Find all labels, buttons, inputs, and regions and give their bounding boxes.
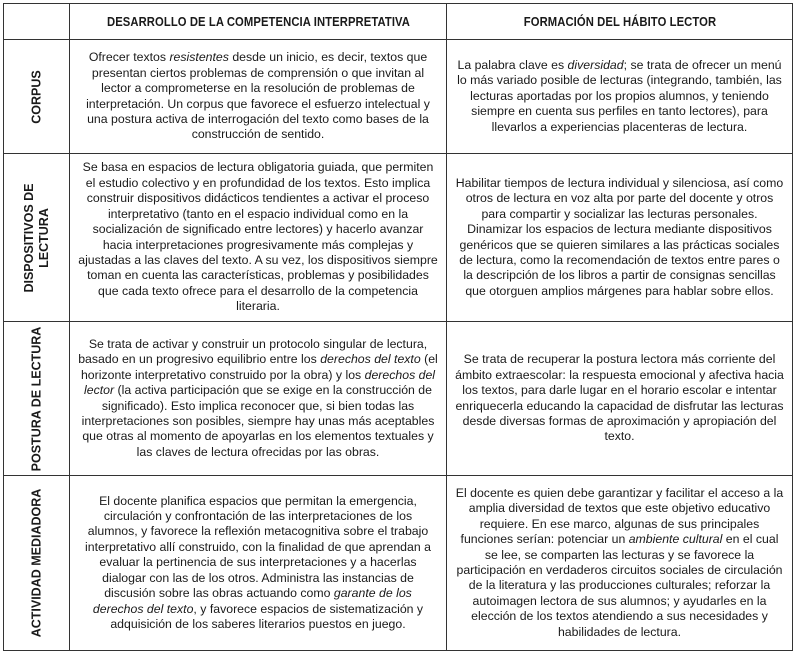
- text-segment: Se trata de recuperar la postura lectora más corriente del ámbito extraescolar: la respuesta emocional y afectiva hacia los textos, para darle lugar en el horario escolar e intentar enriquecerla educando la capacidad de disfrutar las lecturas desde diversas formas de aproximación y apropiación del texto.: [455, 352, 784, 444]
- row-label-cell: [4, 322, 70, 476]
- row-label: CORPUS: [29, 69, 43, 124]
- row-label-cell: [4, 476, 70, 651]
- text-segment: Se trata de activar y construir un protocolo singular de lectura, basado en un progresivo equilibrio entre los: [78, 336, 428, 367]
- row-label-cell: [4, 154, 70, 322]
- header-interpretativa: DESARROLLO DE LA COMPETENCIA INTERPRETATIVA: [88, 4, 427, 40]
- text-segment: (el horizonte interpretativo construido por la obra) y los: [80, 352, 438, 382]
- row-dispositivos: [4, 154, 793, 322]
- row-label-line: LECTURA: [36, 207, 51, 268]
- italic-term: derechos del lector: [84, 367, 436, 398]
- italic-term: ambiente cultural: [628, 532, 723, 547]
- italic-term: derechos del texto: [320, 352, 421, 367]
- cell-interpretativa: [70, 476, 447, 651]
- cell-interpretativa: [70, 154, 447, 322]
- cell-habito: [447, 322, 793, 476]
- text-segment: El docente es quien debe garantizar y facilitar el acceso a la amplia diversidad de textos que este objetivo educativo requiere. En ese marco, algunas de sus principales funciones serían: potenciar un: [455, 485, 784, 547]
- comparison-table: [3, 3, 793, 651]
- text-segment: El docente planifica espacios que permitan la emergencia, circulación y confrontación de las interpretaciones de los alumnos, y favorece la reflexión metacognitiva sobre el trabajo interpretativo allí construido, con la finalidad de que aprendan a evaluar la pertinencia de sus interpretaciones y a hacerlas dialogar con las de los otros. Administra las instancias de discusión sobre las obras actuando como: [85, 493, 431, 601]
- header-corner: [7, 4, 66, 40]
- row-actividad: [4, 476, 793, 651]
- text-segment: desde un inicio, es decir, textos que presentan ciertos problemas de comprensión o que invitan al lector a comprometerse en la resolución de problemas de interpretación. Un corpus que favorece el esfuerzo intelectual y una postura activa de interrogación del texto como bases de la construcción de sentido.: [86, 50, 430, 142]
- row-label: POSTURA DE LECTURA: [29, 326, 43, 471]
- row-postura: [4, 322, 793, 476]
- text-segment: en el cual se lee, se comparten las lecturas y se favorece la participación en verdaderos circuitos sociales de circulación de la literatura y las producciones culturales; reforzar la autoimagen lectora de sus alumnos; y ayudarles en la elección de los textos atendiendo a sus necesidades y habilidades de lectura.: [456, 532, 783, 639]
- text-segment: ; se trata de ofrecer un menú lo más variado posible de lecturas (integrando, también, las lecturas aportadas por los propios alumnos, y teniendo siempre en cuenta sus perfiles en tanto lectores), para llevarlos a experiencias placenteras de lectura.: [457, 57, 782, 134]
- row-label: ACTIVIDAD MEDIADORA: [29, 488, 43, 638]
- cell-habito: [447, 40, 793, 154]
- cell-habito: [447, 154, 793, 322]
- row-corpus: [4, 40, 793, 154]
- row-label-line: DISPOSITIVOS DE: [21, 182, 36, 293]
- italic-term: garante de los derechos del texto: [92, 586, 412, 616]
- text-segment: Ofrecer textos: [88, 50, 170, 65]
- text-segment: Habilitar tiempos de lectura individual y silenciosa, así como otros de lectura en voz alta por parte del docente y otros para compartir y socializar las lecturas personales. Dinamizar los espacios de lectura mediante dispositivos genéricos que se quieren similares a las prácticas sociales de lectura, como la recomendación de textos entre pares o la descripción de los libros a partir de consignas sencillas que otorguen amplios márgenes para hablar sobre ellos.: [455, 175, 784, 298]
- row-label-cell: [4, 40, 70, 154]
- row-label: [22, 183, 52, 292]
- text-segment: La palabra clave es: [457, 57, 568, 72]
- italic-term: diversidad: [567, 57, 624, 72]
- header-row: [4, 4, 793, 40]
- cell-interpretativa: [70, 40, 447, 154]
- italic-term: resistentes: [169, 50, 229, 65]
- text-segment: , y favorece espacios de sistematización y adquisición de los saberes literarios puestos en juego.: [110, 601, 424, 631]
- cell-interpretativa: [70, 322, 447, 476]
- text-segment: Se basa en espacios de lectura obligatoria guiada, que permiten el estudio colectivo y en profundidad de los textos. Esto implica construir dispositivos didácticos tendientes a activar el proceso interpretativo (tanto en el espacio individual como en la socialización de significado entre lectores) y hacerlo avanzar hacia interpretaciones progresivamente más complejas y ajustadas a las claves del texto. A su vez, los dispositivos siempre toman en cuenta las características, problemas y posibilidades que cada texto ofrece para el desarrollo de la competencia literaria.: [78, 160, 438, 314]
- cell-habito: [447, 476, 793, 651]
- header-habito-lector: FORMACIÓN DEL HÁBITO LECTOR: [464, 4, 775, 40]
- text-segment: (la activa participación que se exige en la construcción de significado). Esto implica reconocer que, si bien todas las interpretaciones son posibles, siempre hay unas más aceptables que otras al momento de apoyarlas en los elementos textuales y las claves de lectura ofrecidas por las obras.: [81, 383, 435, 459]
